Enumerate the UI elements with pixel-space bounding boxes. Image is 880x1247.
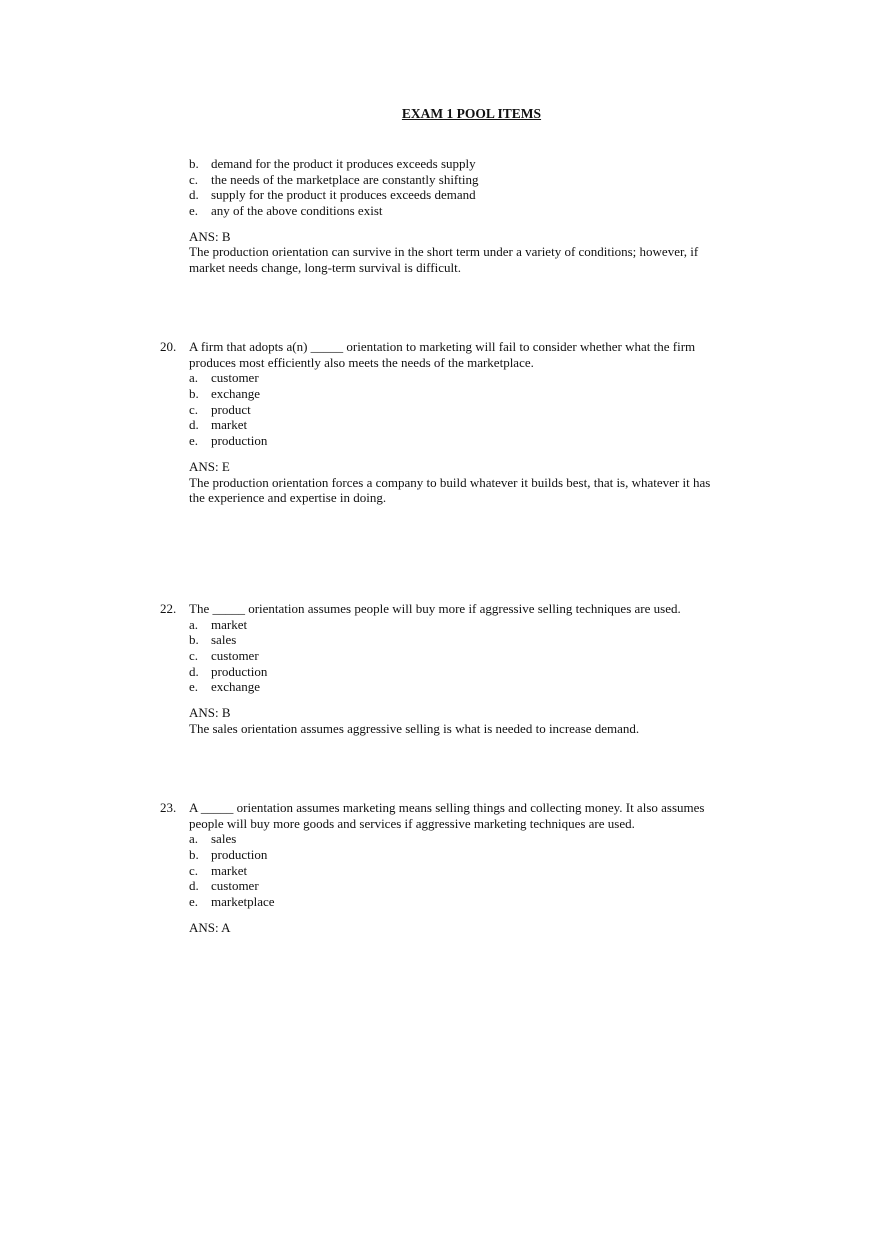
option-text: market (211, 862, 248, 878)
question-stem-line: 23. A _____ orientation assumes marketing means selling things and collecting money. It also assumes (160, 800, 705, 815)
option-text: supply for the product it produces exceeds demand (211, 187, 476, 203)
question-number: 23. (160, 800, 177, 815)
option-text: the needs of the marketplace are constantly shifting (211, 171, 479, 187)
explanation-line: The sales orientation assumes aggressive selling is what is needed to increase demand. (189, 720, 640, 736)
option-letter: c. (189, 401, 199, 417)
option (189, 679, 749, 695)
option (189, 370, 749, 386)
option-letter: a. (189, 616, 199, 632)
option-text: product (211, 401, 251, 417)
option-letter: c. (189, 648, 199, 664)
option-text: exchange (211, 679, 261, 695)
answer: ANS: A (189, 919, 231, 935)
answer: ANS: B (189, 228, 231, 244)
answer: ANS: E (189, 458, 230, 474)
option-text: market (211, 417, 248, 433)
option-letter: b. (189, 156, 199, 171)
option-text: sales (211, 632, 237, 648)
option-text: demand for the product it produces exceeds supply (211, 156, 476, 171)
option-letter: e. (189, 679, 199, 695)
option (189, 664, 749, 680)
option-letter: b. (189, 632, 199, 648)
question-continued (189, 156, 749, 276)
option-letter: e. (189, 433, 199, 449)
explanation-line: The production orientation forces a company to build whatever it builds best, that is, whatever it has (189, 474, 711, 490)
explanation-line: The production orientation can survive in the short term under a variety of conditions; however, if (189, 244, 699, 260)
option (189, 187, 749, 203)
option-letter: b. (189, 386, 199, 402)
question-23 (160, 800, 749, 936)
option-text: production (211, 663, 268, 679)
option-letter: c. (189, 862, 199, 878)
option (189, 417, 749, 433)
option (189, 894, 749, 910)
option-letter: d. (189, 878, 199, 894)
question-20 (160, 339, 749, 506)
option-letter: e. (189, 203, 199, 219)
option-text: customer (211, 878, 259, 894)
option-letter: a. (189, 831, 199, 847)
question-stem-line: 20. A firm that adopts a(n) _____ orientation to marketing will fail to consider whether what the firm (160, 339, 696, 354)
question-number: 22. (160, 601, 177, 616)
option (189, 847, 749, 863)
explanation-line: market needs change, long-term survival is difficult. (189, 260, 461, 276)
question-number: 20. (160, 339, 177, 354)
page-title: EXAM 1 POOL ITEMS (401, 106, 542, 121)
option (189, 156, 749, 172)
option-letter: c. (189, 171, 199, 187)
option-text: market (211, 616, 248, 632)
option (189, 831, 749, 847)
option-text: exchange (211, 386, 261, 402)
option-letter: a. (189, 370, 199, 386)
option-text: production (211, 847, 268, 863)
option-text: production (211, 433, 268, 449)
option-text: customer (211, 648, 259, 664)
option-letter: d. (189, 417, 199, 433)
option (189, 648, 749, 664)
option (189, 617, 749, 633)
option-letter: e. (189, 894, 199, 910)
option (189, 878, 749, 894)
option-text: customer (211, 370, 259, 386)
question-stem-line: people will buy more goods and services if aggressive marketing techniques are used. (189, 815, 635, 831)
option-letter: b. (189, 847, 199, 863)
answer: ANS: B (189, 705, 231, 721)
option (189, 386, 749, 402)
question-stem-line: 22. The _____ orientation assumes people will buy more if aggressive selling techniques are used. (160, 601, 681, 616)
option-letter: d. (189, 187, 199, 203)
option-letter: d. (189, 663, 199, 679)
option (189, 402, 749, 418)
option (189, 172, 749, 188)
question-22 (160, 601, 749, 737)
option (189, 433, 749, 449)
option-text: marketplace (211, 894, 275, 910)
option-text: sales (211, 831, 237, 847)
option (189, 203, 749, 219)
option-text: any of the above conditions exist (211, 203, 383, 219)
question-stem-line: produces most efficiently also meets the needs of the marketplace. (189, 354, 534, 370)
option (189, 863, 749, 879)
explanation-line: the experience and expertise in doing. (189, 490, 387, 506)
option (189, 632, 749, 648)
